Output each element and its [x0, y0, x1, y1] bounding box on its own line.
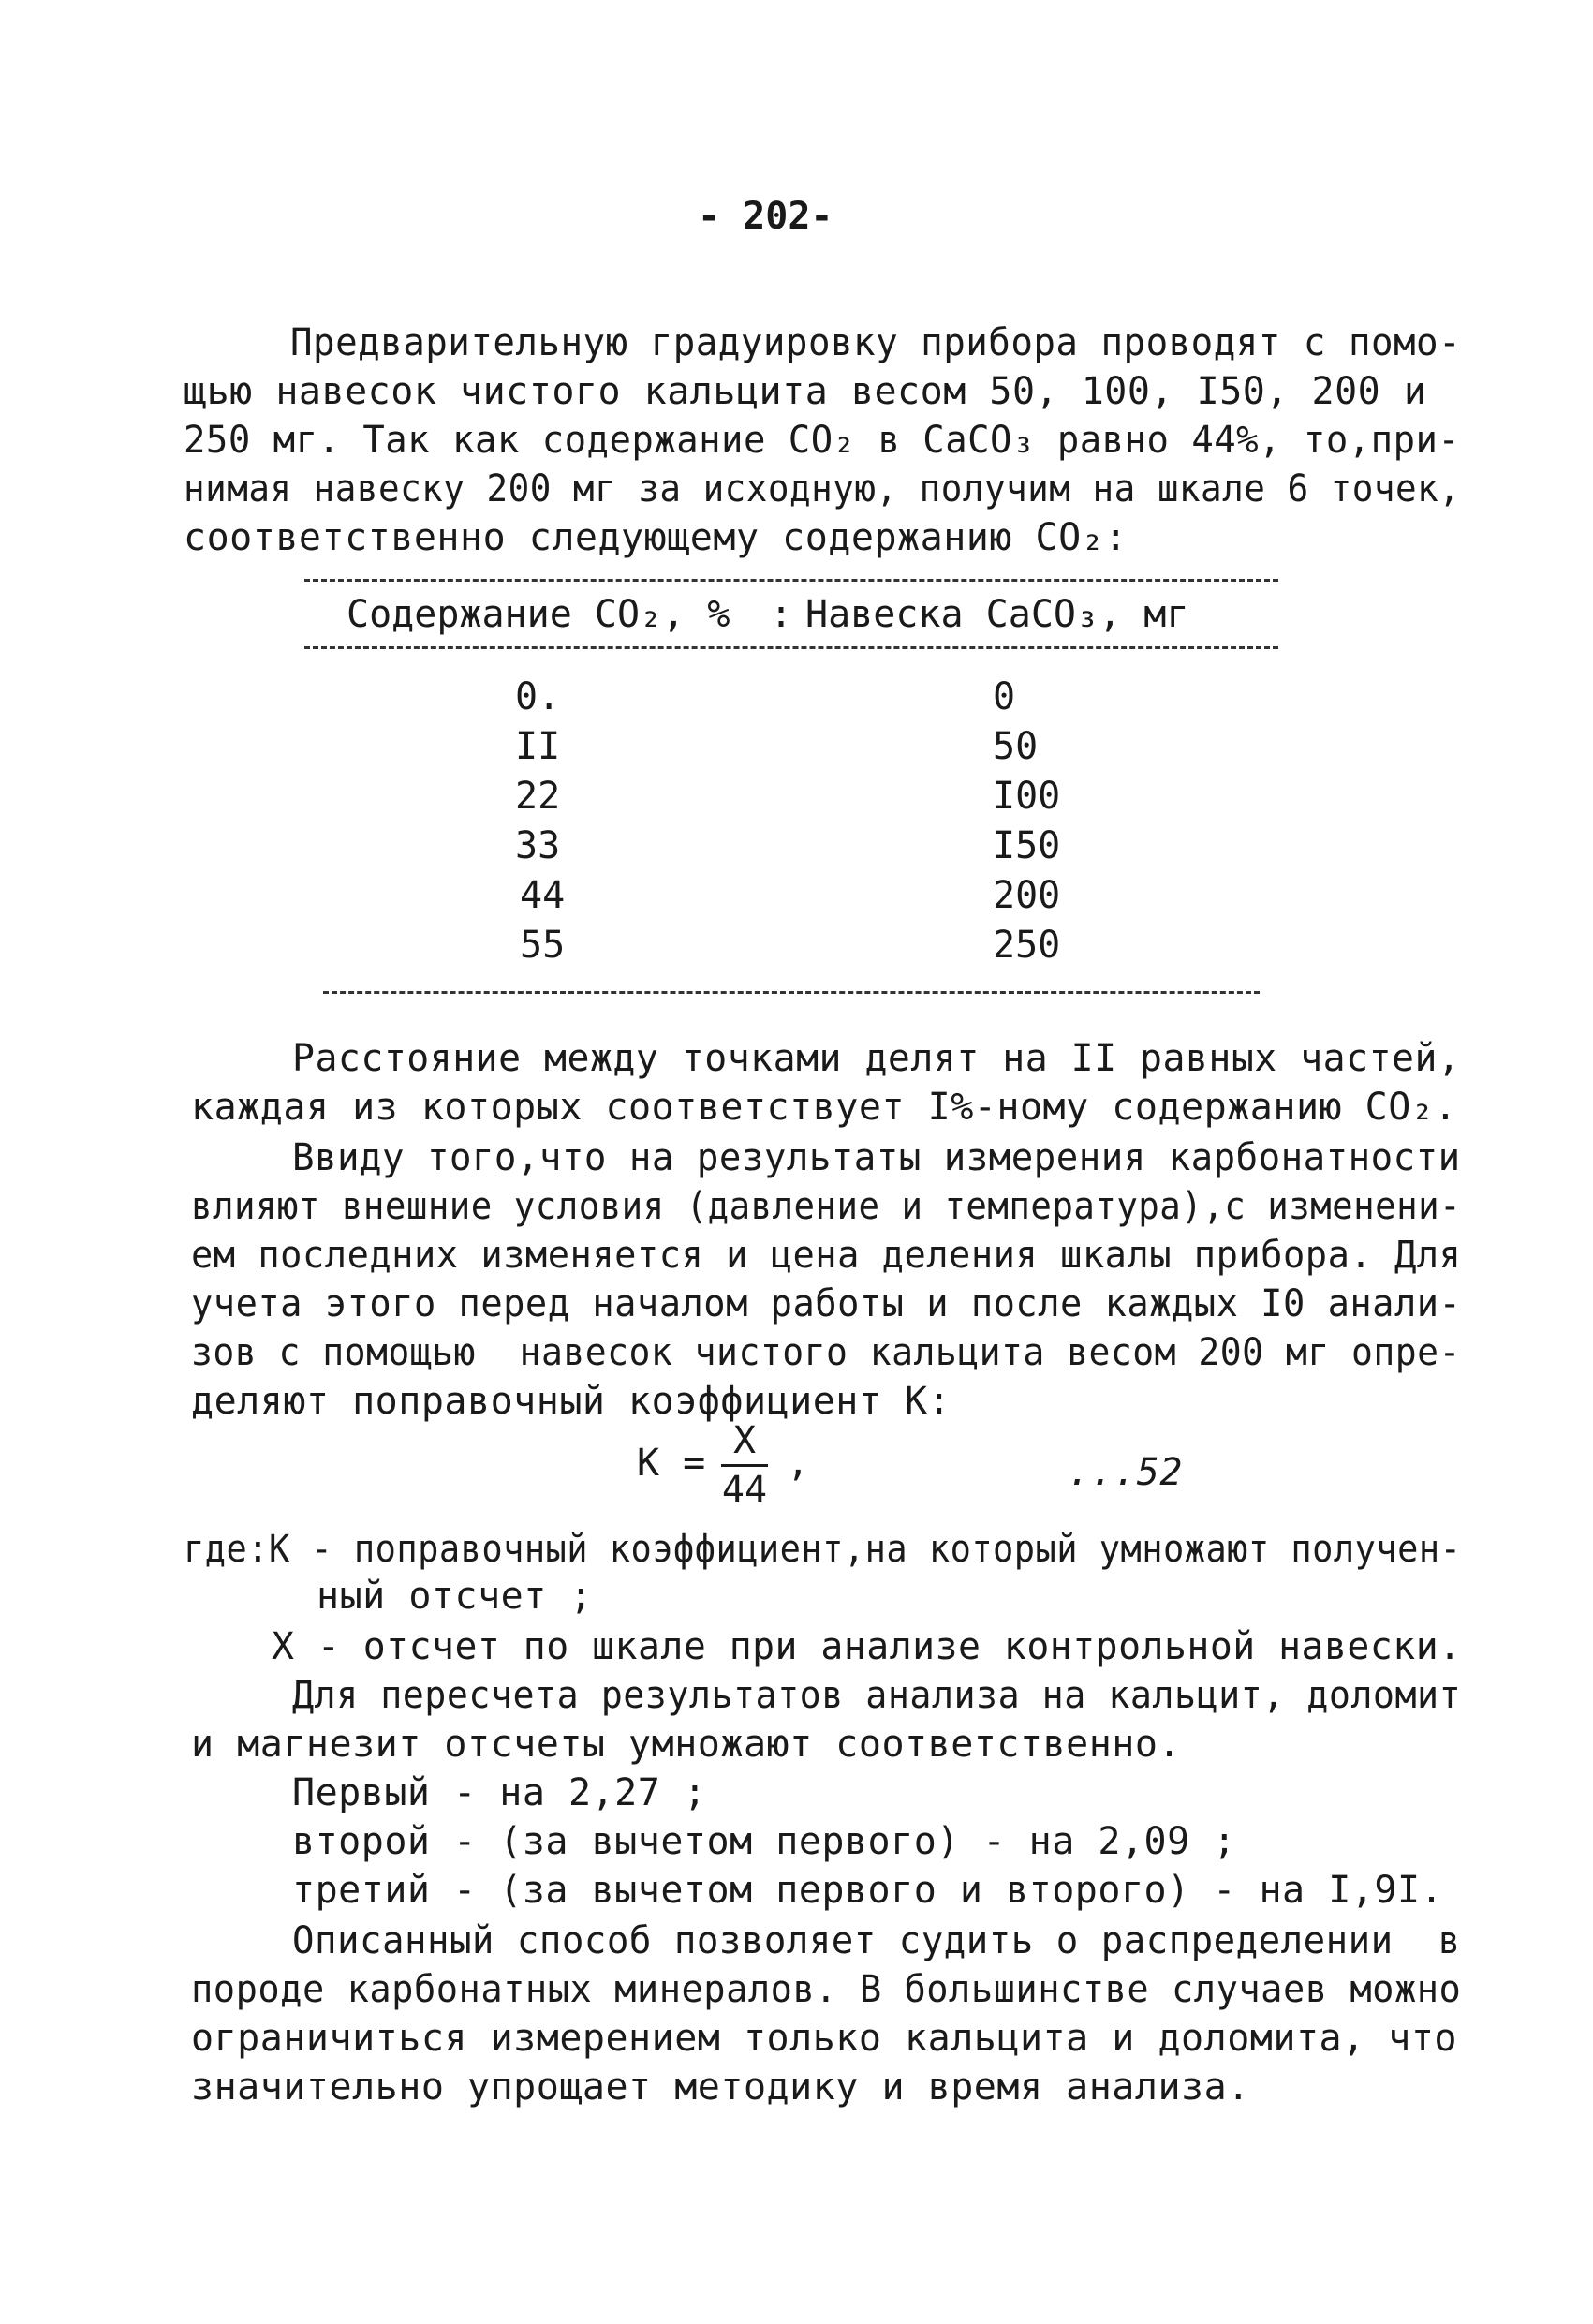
formula-numerator: X — [732, 1419, 757, 1462]
intro-line: Предварительную градуировку прибора проводят с помо- — [290, 321, 1462, 364]
intro-line: соответственно следующему содержанию CO₂: — [184, 516, 1128, 559]
closing-line: второй - (за вычетом первого) - на 2,09 ; — [292, 1820, 1236, 1863]
closing-line: третий - (за вычетом первого и второго) - на I,9I. — [292, 1869, 1444, 1912]
body-line: учета этого перед началом работы и после каждых I0 анали- — [191, 1282, 1462, 1325]
body-line: Ввиду того,что на результаты измерения карбонатности — [292, 1136, 1461, 1179]
page-number: - 202- — [698, 195, 833, 238]
table-cell-co2: 44 — [520, 874, 566, 917]
definition-line: ный отсчет ; — [317, 1575, 593, 1618]
table-header-co2: Содержание CO₂, % — [347, 593, 730, 636]
body-line: зов с помощью навесок чистого кальцита весом 200 мг опре- — [191, 1331, 1461, 1374]
closing-line: значительно упрощает методику и время анализа. — [191, 2065, 1250, 2109]
body-line: Расстояние между точками делят на II равных частей, — [292, 1037, 1461, 1080]
intro-line: 250 мг. Так как содержание CO₂ в CaCO₃ равно 44%, то,при- — [184, 419, 1461, 462]
body-line: каждая из которых соответствует I%-ному содержанию CO₂. — [191, 1086, 1458, 1129]
closing-line: Первый - на 2,27 ; — [292, 1771, 707, 1814]
body-line: влияют внешние условия (давление и температура),с изменени- — [191, 1185, 1462, 1228]
closing-line: ограничиться измерением только кальцита и доломита, что — [191, 2017, 1458, 2060]
table-cell-co2: 22 — [515, 775, 561, 818]
formula-comma: , — [787, 1442, 810, 1485]
table-cell-co2: 33 — [515, 824, 561, 867]
table-cell-co2: 55 — [520, 924, 566, 967]
table-cell-co2: 0. — [515, 675, 561, 718]
table-cell-mass: 200 — [993, 874, 1061, 917]
formula-number: ...52 — [1068, 1451, 1183, 1494]
table-cell-mass: 50 — [993, 725, 1039, 768]
body-line: ем последних изменяется и цена деления шкалы прибора. Для — [191, 1234, 1462, 1277]
table-cell-co2: II — [515, 725, 561, 768]
intro-line: нимая навеску 200 мг за исходную, получим на шкале 6 точек, — [184, 467, 1461, 511]
table-cell-mass: I50 — [993, 824, 1061, 867]
intro-line: щью навесок чистого кальцита весом 50, 100, I50, 200 и — [184, 370, 1427, 413]
closing-line: породе карбонатных минералов. В большинстве случаев можно — [191, 1968, 1462, 2011]
table-top-rule — [304, 579, 1278, 582]
fraction-bar — [721, 1464, 768, 1467]
closing-line: Описанный способ позволяет судить о распределении в — [292, 1919, 1461, 1962]
definition-line: где:К - поправочный коэффициент,на который умножают получен- — [184, 1528, 1462, 1571]
table-cell-mass: 0 — [993, 675, 1016, 718]
body-line: деляют поправочный коэффициент К: — [191, 1380, 951, 1423]
table-cell-mass: I00 — [993, 775, 1061, 818]
table-header-mass: Навеска CaCO₃, мг — [805, 593, 1189, 636]
table-cell-mass: 250 — [993, 924, 1061, 967]
table-bottom-rule — [323, 991, 1260, 994]
formula-lhs: К = — [637, 1442, 706, 1485]
table-header-rule — [304, 646, 1278, 649]
closing-line: и магнезит отсчеты умножают соответственно. — [191, 1723, 1182, 1766]
formula-fraction — [721, 1419, 768, 1512]
table-header-separator: : — [770, 593, 793, 636]
definition-line: X - отсчет по шкале при анализе контрольной навески. — [272, 1625, 1462, 1668]
closing-line: Для пересчета результатов анализа на кальцит, доломит — [292, 1674, 1462, 1717]
formula-denominator: 44 — [721, 1469, 768, 1512]
